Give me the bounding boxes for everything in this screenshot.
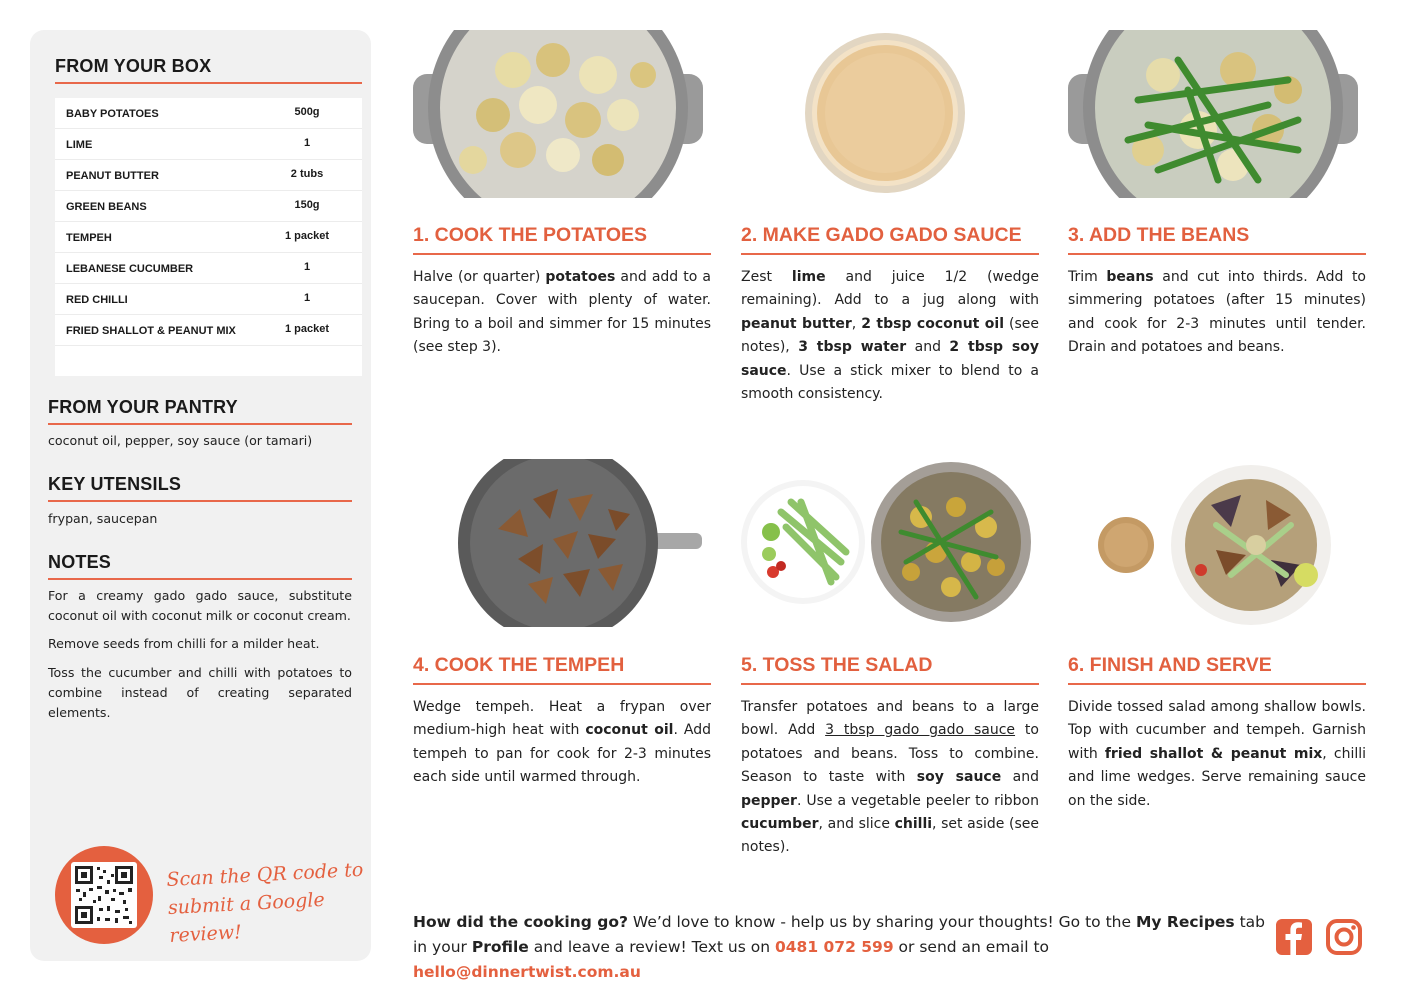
ingredient-qty: 1 packet (284, 323, 330, 335)
from-your-pantry-title: FROM YOUR PANTRY (48, 397, 238, 417)
text-run: Divide tossed salad among shallow bowls. Top with cucumber and tempeh. Garnish with (1068, 699, 1366, 762)
step-body (1068, 696, 1366, 813)
bold-ingredient: chilli (894, 816, 933, 833)
ingredient-qty: 150g (294, 199, 320, 211)
from-your-box-title: FROM YOUR BOX (55, 56, 212, 76)
ingredients-table (55, 98, 362, 376)
bold-ingredient: How did the cooking go? (413, 913, 628, 931)
bold-ingredient: beans (1106, 269, 1154, 285)
bold-ingredient: fried shallot & peanut mix (1104, 745, 1323, 762)
table-row (55, 284, 362, 315)
text-run: and (1001, 769, 1039, 786)
underlined-text: 3 tbsp gado gado sauce (825, 722, 1016, 739)
divider (48, 423, 352, 425)
text-run: tab in your (413, 913, 1266, 956)
qr-caption-line: Scan the QR code to (165, 858, 364, 892)
bold-ingredient: potatoes (545, 269, 616, 285)
ingredient-name: LIME (66, 139, 93, 151)
text-run: Halve (or quarter) (413, 269, 546, 285)
text-run: and (906, 339, 950, 356)
step-body (413, 696, 711, 790)
text-run: We’d love to know - help us by sharing your thoughts! Go to the (627, 913, 1136, 931)
divider (55, 82, 362, 84)
text-run: (see notes), (741, 315, 1039, 356)
table-row (55, 191, 362, 222)
bold-ingredient: lime (791, 269, 826, 285)
qr-badge[interactable] (55, 846, 153, 944)
text-run: and add to a saucepan. Cover with plenty of water. Bring to a boil and simmer for 15 minutes (see step 3). (413, 269, 711, 356)
table-row (55, 160, 362, 191)
utensils-text: frypan, saucepan (48, 511, 158, 526)
table-row (55, 98, 362, 129)
bold-ingredient: 2 tbsp coconut oil (861, 315, 1005, 332)
bold-ingredient: Profile (471, 938, 529, 956)
divider (1068, 253, 1366, 255)
ingredient-qty: 2 tubs (290, 168, 324, 180)
text-run: . Use a vegetable peeler to ribbon (796, 792, 1039, 809)
text-run: . Add tempeh to pan for cook for 2-3 minutes each side until warmed through. (413, 722, 711, 786)
notes-title: NOTES (48, 552, 112, 572)
ingredient-name: RED CHILLI (66, 294, 128, 306)
step-body (1068, 266, 1366, 360)
table-row (55, 315, 362, 346)
instagram-icon[interactable] (1325, 918, 1363, 956)
step-body (741, 266, 1039, 406)
text-run: to potatoes and beans. Toss to combine. Season to taste with (741, 722, 1039, 786)
toss-salad-photo (741, 462, 1031, 624)
text-run: . Use a stick mixer to blend to a smooth consistency. (741, 362, 1039, 403)
bold-ingredient: peanut butter (741, 315, 852, 332)
divider (48, 578, 352, 580)
text-run: Transfer potatoes and beans to a large bowl. Add (741, 699, 1039, 739)
table-row (55, 129, 362, 160)
table-row (55, 253, 362, 284)
ingredient-qty: 500g (294, 106, 320, 118)
step-title: 4. COOK THE TEMPEH (413, 654, 625, 676)
text-run: Zest (741, 269, 792, 285)
divider (413, 683, 711, 685)
text-run: , (851, 315, 862, 332)
step-body (413, 266, 711, 360)
bold-ingredient: pepper (741, 792, 797, 809)
bold-ingredient: soy sauce (916, 769, 1002, 786)
finished-bowl-photo (1096, 465, 1332, 625)
gado-sauce-jug-photo (803, 30, 967, 196)
step-title: 6. FINISH AND SERVE (1068, 654, 1272, 676)
potatoes-pot-photo (413, 30, 703, 198)
text-run: Wedge tempeh. Heat a frypan over medium-high heat with (413, 699, 711, 739)
tempeh-frypan-photo (458, 459, 702, 627)
ingredient-name: FRIED SHALLOT & PEANUT MIX (66, 325, 236, 337)
ingredient-name: BABY POTATOES (66, 108, 159, 120)
text-run: , chilli and lime wedges. Serve remaining sauce on the side. (1068, 745, 1366, 809)
text-run: and leave a review! Text us on (528, 938, 775, 956)
note-item: Toss the cucumber and chilli with potatoes to combine instead of creating separated elements. (48, 665, 352, 720)
ingredient-qty: 1 (303, 261, 311, 273)
divider (1068, 683, 1366, 685)
note-item: Remove seeds from chilli for a milder heat. (48, 636, 320, 651)
bold-ingredient: 3 tbsp water (798, 339, 907, 356)
step-title: 1. COOK THE POTATOES (413, 224, 648, 246)
step-title: 5. TOSS THE SALAD (741, 654, 933, 676)
key-utensils-title: KEY UTENSILS (48, 474, 182, 494)
text-run: , set aside (see notes). (741, 816, 1039, 856)
ingredient-name: TEMPEH (66, 232, 112, 244)
ingredient-qty: 1 (303, 137, 311, 149)
bold-ingredient: My Recipes (1135, 913, 1235, 931)
ingredient-qty: 1 (303, 292, 311, 304)
review-prompt (413, 910, 1273, 985)
pantry-text: coconut oil, pepper, soy sauce (or tamari) (48, 433, 313, 448)
step-body (741, 696, 1039, 860)
qr-code-icon[interactable] (71, 862, 137, 928)
text-run: and cut into thirds. Add to simmering potatoes (after 15 minutes) and cook for 2-3 minutes until tender. Drain and potatoes and beans. (1068, 269, 1366, 356)
bold-ingredient: coconut oil (585, 722, 674, 739)
beans-pot-photo (1068, 30, 1358, 198)
text-run: Trim (1068, 269, 1107, 285)
bold-ingredient: 2 tbsp soy sauce (741, 339, 1040, 379)
ingredient-qty: 1 packet (284, 230, 330, 242)
text-run: and juice 1/2 (wedge remaining). Add to a jug along with (741, 269, 1040, 309)
divider (48, 500, 352, 502)
qr-caption (166, 856, 370, 950)
note-item: For a creamy gado gado sauce, substitute coconut oil with coconut milk or coconut cream. (48, 588, 352, 623)
qr-caption-line: submit a Google review! (167, 888, 326, 947)
divider (741, 683, 1039, 685)
divider (741, 253, 1039, 255)
step-title: 3. ADD THE BEANS (1068, 224, 1250, 246)
text-run: or send an email to (893, 938, 1050, 956)
step-title: 2. MAKE GADO GADO SAUCE (741, 224, 1022, 246)
ingredient-name: PEANUT BUTTER (66, 170, 159, 182)
contact-link[interactable]: 0481 072 599 (774, 938, 894, 956)
ingredient-name: LEBANESE CUCUMBER (66, 263, 194, 275)
facebook-icon[interactable] (1275, 918, 1313, 956)
contact-link[interactable]: hello@dinnertwist.com.au (413, 963, 641, 981)
ingredient-name: GREEN BEANS (66, 201, 147, 213)
divider (413, 253, 711, 255)
table-row (55, 222, 362, 253)
text-run: , and slice (818, 816, 895, 833)
bold-ingredient: cucumber (741, 816, 819, 833)
